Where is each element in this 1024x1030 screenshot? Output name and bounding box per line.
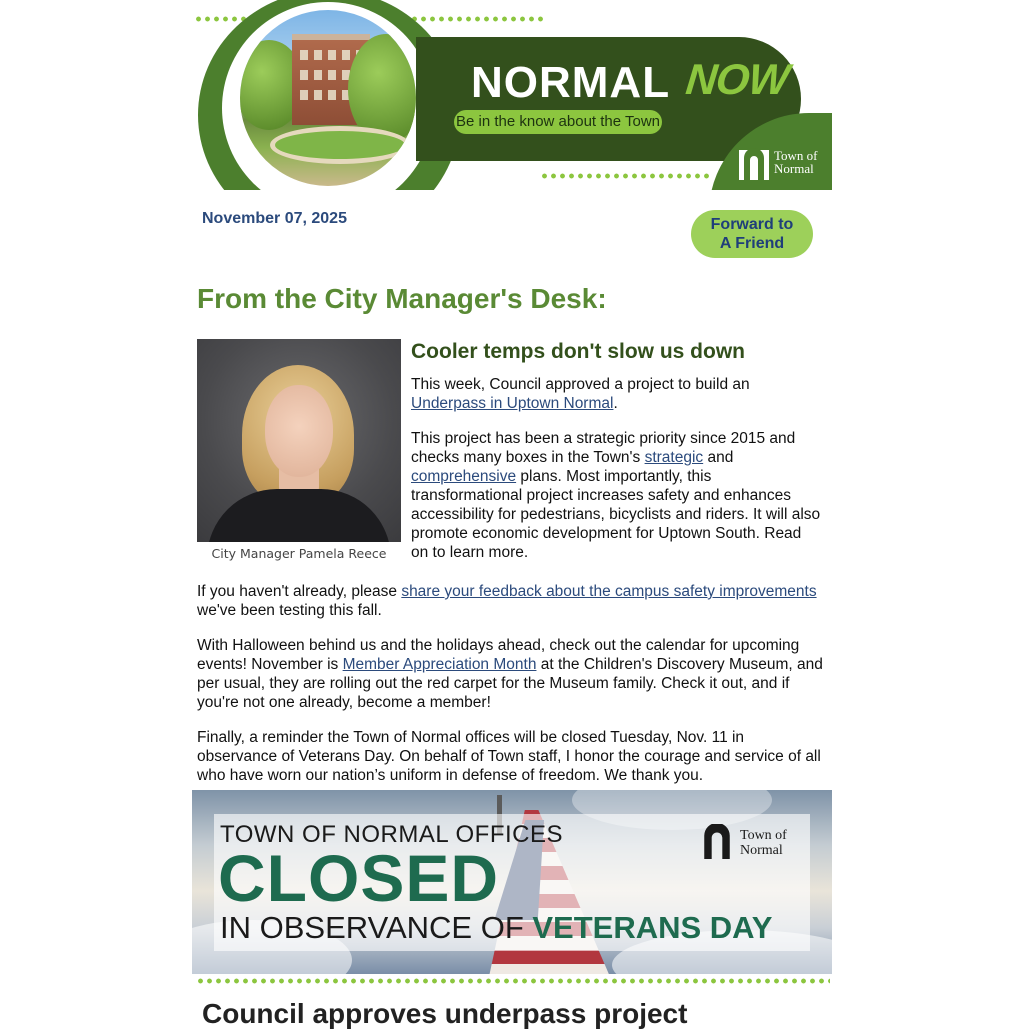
town-of-normal-logo-icon [738,148,770,180]
portrait-caption: City Manager Pamela Reece [211,546,387,561]
uptown-building-photo [240,10,416,186]
city-manager-portrait [197,339,401,542]
paragraph-underpass: This week, Council approved a project to build an Underpass in Uptown Normal. [411,376,750,412]
brand-wordmark: NORMAL [471,58,671,107]
strategic-plan-link[interactable]: strategic [644,449,704,466]
header-tagline: Be in the know about the Town [454,110,662,134]
comprehensive-plan-link[interactable]: comprehensive [411,468,517,485]
town-of-normal-logo-text: Town of Normal [774,148,818,176]
section-title: From the City Manager's Desk: [197,283,607,314]
forward-label-line2: A Friend [719,235,785,252]
paragraph-veterans-day: Finally, a reminder the Town of Normal offices will be closed Tuesday, Nov. 11 in observance of Veterans Day. On behalf of Town staff, I honor the courage and service of all who have worn our nation’s uniform in defense of freedom. We thank you. [197,729,821,784]
newsletter-header-banner [192,0,832,190]
veterans-day-closure-banner [192,790,832,974]
banner-closed-text: CLOSED [218,841,500,915]
issue-date: November 07, 2025 [202,210,347,227]
underpass-link[interactable]: Underpass in Uptown Normal [411,395,614,412]
member-appreciation-link[interactable]: Member Appreciation Month [342,656,537,673]
paragraph-halloween: With Halloween behind us and the holidays ahead, check out the calendar for upcoming events! November is Member Appreciation Month at the Children's Discovery Museum, and per usual, they are rolling out the red carpet for the Museum family. Check it out, and if you're not one already, become a member! [197,637,823,711]
town-of-normal-banner-logo-icon [700,824,734,860]
banner-logo-text: Town of Normal [740,828,787,858]
forward-to-friend-button[interactable] [691,210,813,258]
banner-observance-line: IN OBSERVANCE OF VETERANS DAY [220,910,773,945]
dotted-divider-section [196,978,830,984]
paragraph-feedback: If you haven't already, please share your feedback about the campus safety improvements we've been testing this fall. [197,583,817,619]
dotted-divider-bottom [540,173,710,179]
article-headline: Cooler temps don't slow us down [411,340,746,363]
banner-offices-line: TOWN OF NORMAL OFFICES [220,821,564,848]
forward-label-line1: Forward to [710,216,794,233]
paragraph-strategic-priority: This project has been a strategic priority since 2015 and checks many boxes in the Town's strategic and comprehensive plans. Most importantly, this transformational project increases safety and enhances accessibility for pedestrians, bicyclists and riders. It will also promote economic development for Uptown South. Read on to learn more. [411,430,821,561]
next-section-title: Council approves underpass project [202,998,688,1029]
campus-safety-feedback-link[interactable]: share your feedback about the campus safety improvements [401,583,817,600]
brand-now-script: NOW [683,56,791,104]
